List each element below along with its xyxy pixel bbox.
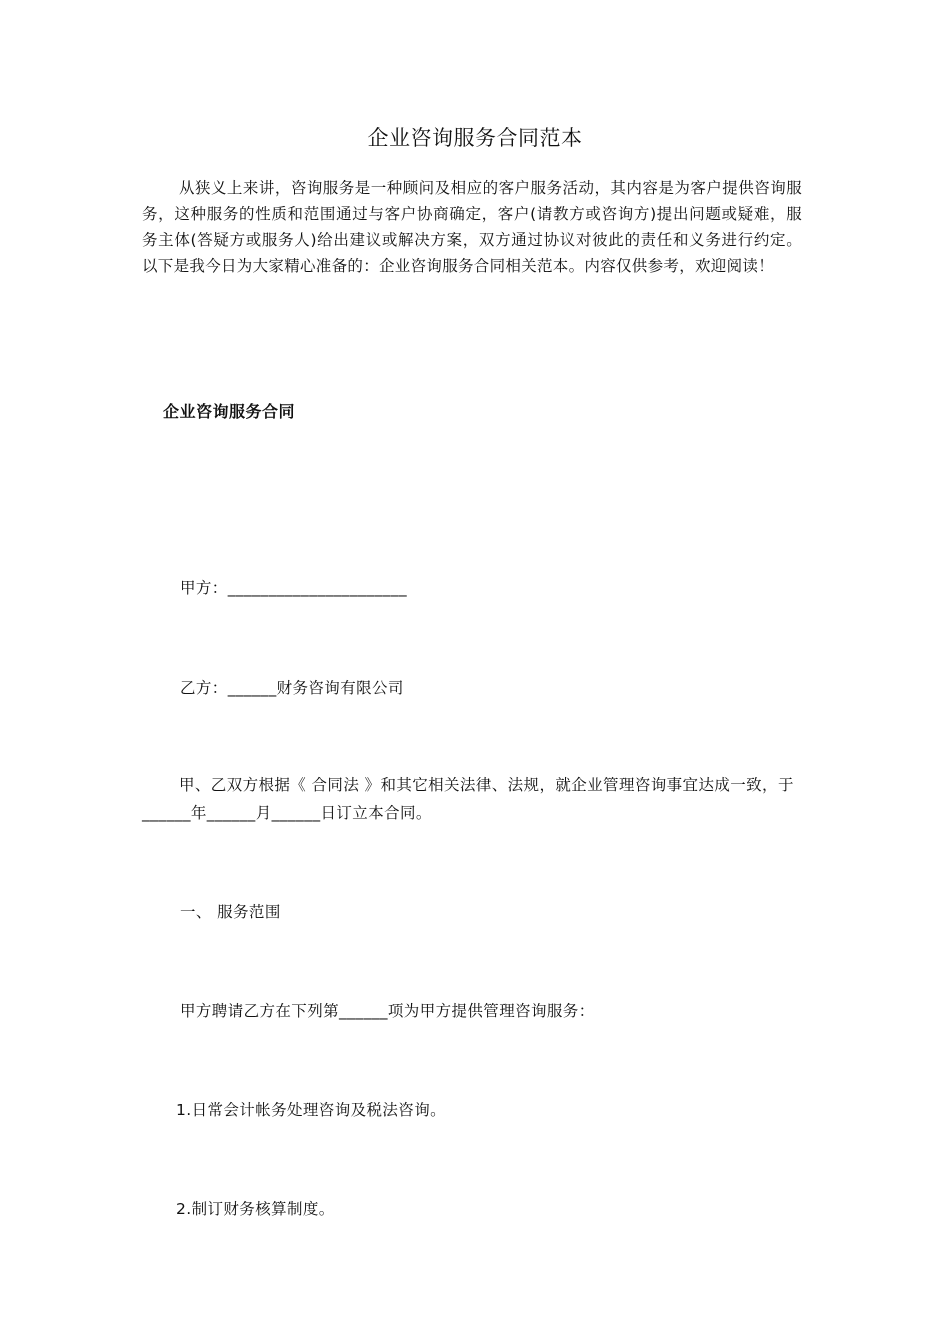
list-item: 2.制订财务核算制度。 — [176, 1200, 335, 1218]
agreement-paragraph: 甲、乙双方根据《 合同法 》和其它相关法律、法规，就企业管理咨询事宜达成一致，于______年______月______日订立本合同。 — [142, 776, 794, 822]
document-title: 企业咨询服务合同范本 — [367, 126, 583, 150]
party-b-line: 乙方：______财务咨询有限公司 — [180, 679, 404, 697]
party-a-line: 甲方：______________________ — [180, 579, 408, 597]
section-heading-service-scope: 一、 服务范围 — [180, 903, 281, 921]
list-item: 1.日常会计帐务处理咨询及税法咨询。 — [176, 1101, 446, 1119]
intro-paragraph: 从狭义上来讲，咨询服务是一种顾问及相应的客户服务活动，其内容是为客户提供咨询服务，这种服务的性质和范围通过与客户协商确定，客户(请教方或咨询方)提出问题或疑难，服务主体(答疑方或服务人)给出建议或解决方案，双方通过协议对彼此的责任和义务进行约定。以下是我今日为大家精心准备的：企业咨询服务合同相关范本。内容仅供参考，欢迎阅读！ — [142, 179, 802, 275]
contract-title: 企业咨询服务合同 — [163, 402, 296, 421]
engagement-line: 甲方聘请乙方在下列第______项为甲方提供管理咨询服务： — [180, 1002, 595, 1020]
